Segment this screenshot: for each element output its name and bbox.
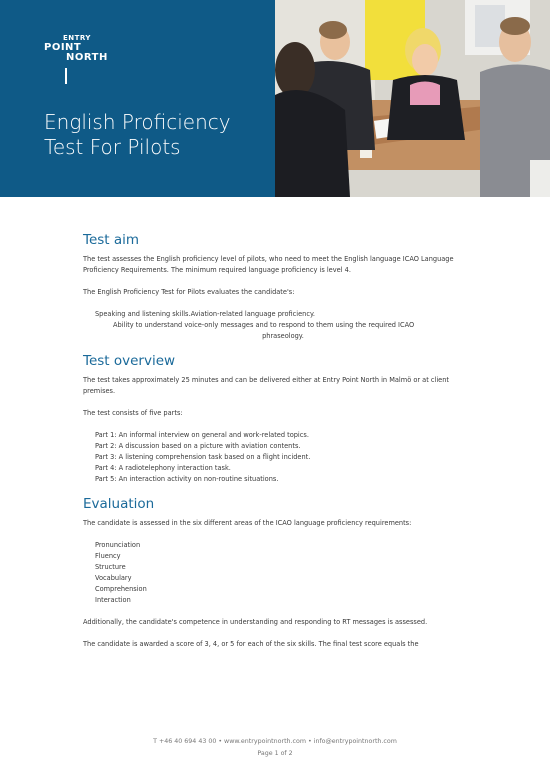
list-item: Part 2: A discussion based on a picture with aviation contents. (95, 442, 301, 450)
entry-point-north-logo (44, 34, 124, 94)
skill-areas-list (83, 540, 463, 606)
heading-test-aim: Test aim (83, 232, 140, 248)
logo-text-entry: ENTRY (63, 34, 91, 42)
list-item: Part 4: A radiotelephony interaction task. (95, 464, 231, 472)
list-item: Vocabulary (95, 574, 132, 582)
heading-evaluation: Evaluation (83, 496, 155, 512)
aim-list-item: Speaking and listening skills.Aviation-related language proficiency. (95, 310, 316, 318)
aim-paragraph-2: The English Proficiency Test for Pilots evaluates the candidate's: (83, 288, 295, 296)
document-title (44, 110, 264, 160)
title-line-1: English Proficiency (44, 110, 231, 134)
heading-test-overview: Test overview (83, 353, 176, 369)
section-test-aim (83, 232, 463, 342)
list-item: Comprehension (95, 585, 147, 593)
aim-paragraph-1: The test assesses the English proficiency level of pilots, who need to meet the English language ICAO Language Proficiency Requirements. The minimum required language proficiency is level 4. (83, 255, 454, 274)
header-banner (0, 0, 550, 197)
overview-paragraph-1: The test takes approximately 25 minutes and can be delivered either at Entry Point North in Malmö or at client premises. (83, 376, 449, 395)
section-evaluation (83, 496, 463, 650)
document-body (83, 232, 463, 661)
title-line-2: Test For Pilots (44, 135, 181, 159)
list-item: Part 1: An informal interview on general and work-related topics. (95, 431, 309, 439)
list-item: Part 5: An interaction activity on non-routine situations. (95, 475, 279, 483)
logo-text-point: POINT (44, 42, 82, 53)
page-number: Page 1 of 2 (257, 750, 293, 757)
section-test-overview (83, 353, 463, 485)
test-parts-list (83, 430, 463, 485)
list-item: Part 3: A listening comprehension task based on a flight incident. (95, 453, 311, 461)
aim-list-item-continued: phraseology. (262, 332, 304, 340)
list-item: Pronunciation (95, 541, 141, 549)
aim-list-item: Ability to understand voice-only messages and to respond to them using the required ICAO (113, 321, 415, 329)
evaluation-paragraph-2: Additionally, the candidate's competence in understanding and responding to RT messages is assessed. (83, 618, 428, 626)
list-item: Interaction (95, 596, 131, 604)
evaluation-paragraph-3: The candidate is awarded a score of 3, 4, or 5 for each of the six skills. The final test score equals the (83, 640, 419, 648)
aim-list (83, 309, 463, 331)
overview-paragraph-2: The test consists of five parts: (83, 409, 183, 417)
header-photo (275, 0, 550, 197)
footer-contact: T +46 40 694 43 00 • www.entrypointnorth.com • info@entrypointnorth.com (153, 738, 397, 745)
logo-text-north: NORTH (66, 52, 108, 63)
logo-bar (65, 68, 67, 84)
list-item: Fluency (95, 552, 121, 560)
list-item: Structure (95, 563, 126, 571)
evaluation-paragraph-1: The candidate is assessed in the six different areas of the ICAO language proficiency requirements: (83, 519, 412, 527)
